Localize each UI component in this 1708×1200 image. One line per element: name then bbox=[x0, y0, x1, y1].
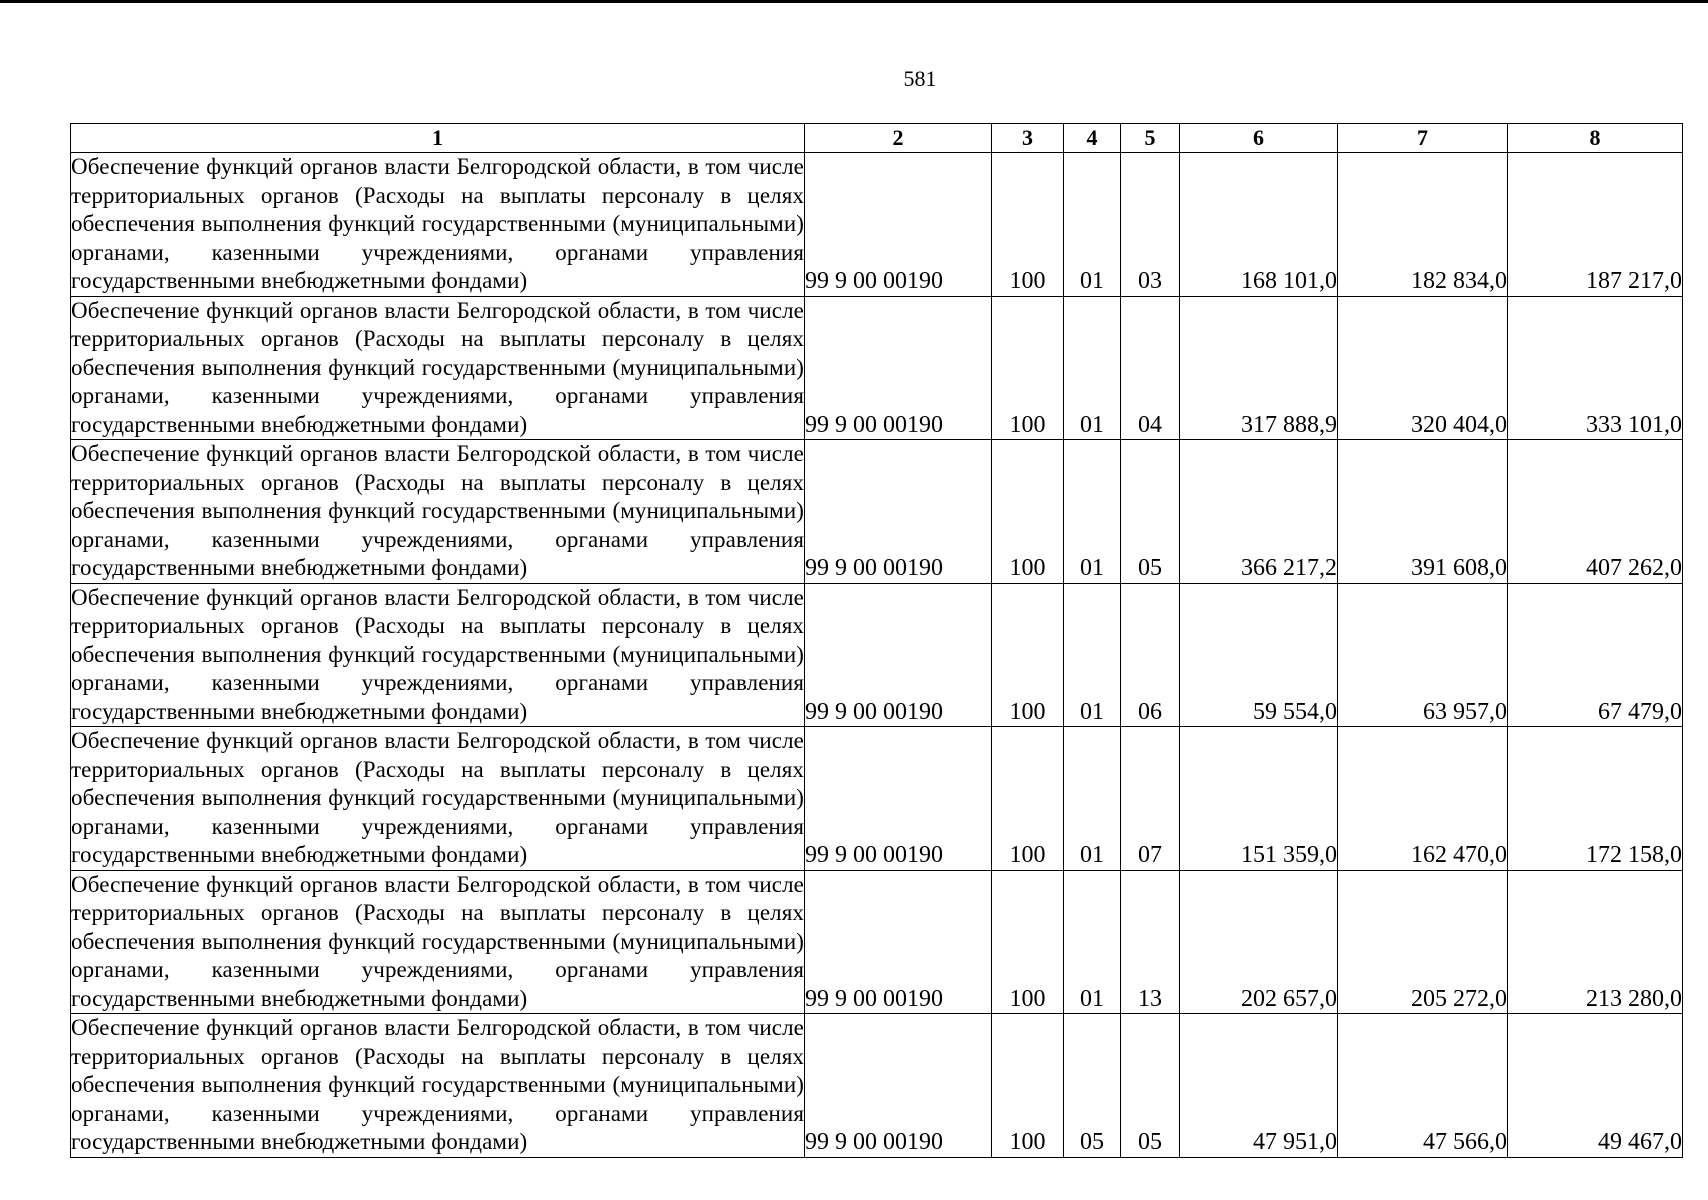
target-article-code: 99 9 00 00190 bbox=[805, 727, 992, 871]
table-row bbox=[71, 870, 1683, 1014]
section-code: 05 bbox=[1064, 1014, 1121, 1158]
target-article-code: 99 9 00 00190 bbox=[805, 153, 992, 297]
table-row bbox=[71, 153, 1683, 297]
column-header-1: 1 bbox=[71, 124, 805, 153]
subsection-code: 05 bbox=[1121, 440, 1180, 584]
expense-type-code: 100 bbox=[992, 870, 1064, 1014]
subsection-code: 13 bbox=[1121, 870, 1180, 1014]
amount-column-6: 151 359,0 bbox=[1180, 727, 1338, 871]
amount-column-6: 47 951,0 bbox=[1180, 1014, 1338, 1158]
section-code: 01 bbox=[1064, 870, 1121, 1014]
section-code: 01 bbox=[1064, 153, 1121, 297]
amount-column-8: 49 467,0 bbox=[1508, 1014, 1683, 1158]
table-row bbox=[71, 440, 1683, 584]
amount-column-7: 162 470,0 bbox=[1338, 727, 1508, 871]
amount-column-7: 391 608,0 bbox=[1338, 440, 1508, 584]
expense-description: Обеспечение функций органов власти Белгородской области, в том числе территориальных органов (Расходы на выплаты персоналу в целях обеспечения выполнения функций государственными (муниципальными) органами, казенными учреждениями, органами управления государственными внебюджетными фондами) bbox=[71, 296, 805, 440]
amount-column-6: 202 657,0 bbox=[1180, 870, 1338, 1014]
amount-column-8: 187 217,0 bbox=[1508, 153, 1683, 297]
section-code: 01 bbox=[1064, 727, 1121, 871]
expense-description: Обеспечение функций органов власти Белгородской области, в том числе территориальных органов (Расходы на выплаты персоналу в целях обеспечения выполнения функций государственными (муниципальными) органами, казенными учреждениями, органами управления государственными внебюджетными фондами) bbox=[71, 440, 805, 584]
subsection-code: 04 bbox=[1121, 296, 1180, 440]
amount-column-7: 182 834,0 bbox=[1338, 153, 1508, 297]
amount-column-7: 63 957,0 bbox=[1338, 583, 1508, 727]
subsection-code: 07 bbox=[1121, 727, 1180, 871]
amount-column-6: 59 554,0 bbox=[1180, 583, 1338, 727]
column-header-3: 3 bbox=[992, 124, 1064, 153]
expense-description: Обеспечение функций органов власти Белгородской области, в том числе территориальных органов (Расходы на выплаты персоналу в целях обеспечения выполнения функций государственными (муниципальными) органами, казенными учреждениями, органами управления государственными внебюджетными фондами) bbox=[71, 153, 805, 297]
table-row bbox=[71, 583, 1683, 727]
subsection-code: 05 bbox=[1121, 1014, 1180, 1158]
table-header-row bbox=[71, 124, 1683, 153]
amount-column-8: 407 262,0 bbox=[1508, 440, 1683, 584]
subsection-code: 06 bbox=[1121, 583, 1180, 727]
column-header-4: 4 bbox=[1064, 124, 1121, 153]
amount-column-6: 366 217,2 bbox=[1180, 440, 1338, 584]
expense-type-code: 100 bbox=[992, 296, 1064, 440]
expense-type-code: 100 bbox=[992, 1014, 1064, 1158]
section-code: 01 bbox=[1064, 440, 1121, 584]
expense-type-code: 100 bbox=[992, 727, 1064, 871]
target-article-code: 99 9 00 00190 bbox=[805, 296, 992, 440]
top-border-line bbox=[0, 0, 1708, 3]
expense-description: Обеспечение функций органов власти Белгородской области, в том числе территориальных органов (Расходы на выплаты персоналу в целях обеспечения выполнения функций государственными (муниципальными) органами, казенными учреждениями, органами управления государственными внебюджетными фондами) bbox=[71, 727, 805, 871]
subsection-code: 03 bbox=[1121, 153, 1180, 297]
expense-type-code: 100 bbox=[992, 153, 1064, 297]
amount-column-7: 205 272,0 bbox=[1338, 870, 1508, 1014]
amount-column-6: 317 888,9 bbox=[1180, 296, 1338, 440]
target-article-code: 99 9 00 00190 bbox=[805, 583, 992, 727]
amount-column-7: 47 566,0 bbox=[1338, 1014, 1508, 1158]
table-row bbox=[71, 1014, 1683, 1158]
expense-type-code: 100 bbox=[992, 440, 1064, 584]
column-header-8: 8 bbox=[1508, 124, 1683, 153]
column-header-6: 6 bbox=[1180, 124, 1338, 153]
column-header-5: 5 bbox=[1121, 124, 1180, 153]
amount-column-8: 172 158,0 bbox=[1508, 727, 1683, 871]
target-article-code: 99 9 00 00190 bbox=[805, 1014, 992, 1158]
page-number: 581 bbox=[903, 66, 937, 91]
section-code: 01 bbox=[1064, 583, 1121, 727]
amount-column-8: 213 280,0 bbox=[1508, 870, 1683, 1014]
expense-description: Обеспечение функций органов власти Белгородской области, в том числе территориальных органов (Расходы на выплаты персоналу в целях обеспечения выполнения функций государственными (муниципальными) органами, казенными учреждениями, органами управления государственными внебюджетными фондами) bbox=[71, 870, 805, 1014]
table-row bbox=[71, 296, 1683, 440]
target-article-code: 99 9 00 00190 bbox=[805, 440, 992, 584]
expense-description: Обеспечение функций органов власти Белгородской области, в том числе территориальных органов (Расходы на выплаты персоналу в целях обеспечения выполнения функций государственными (муниципальными) органами, казенными учреждениями, органами управления государственными внебюджетными фондами) bbox=[71, 583, 805, 727]
expense-description: Обеспечение функций органов власти Белгородской области, в том числе территориальных органов (Расходы на выплаты персоналу в целях обеспечения выполнения функций государственными (муниципальными) органами, казенными учреждениями, органами управления государственными внебюджетными фондами) bbox=[71, 1014, 805, 1158]
table-row bbox=[71, 727, 1683, 871]
target-article-code: 99 9 00 00190 bbox=[805, 870, 992, 1014]
budget-table bbox=[70, 123, 1683, 1158]
section-code: 01 bbox=[1064, 296, 1121, 440]
amount-column-8: 67 479,0 bbox=[1508, 583, 1683, 727]
expense-type-code: 100 bbox=[992, 583, 1064, 727]
amount-column-6: 168 101,0 bbox=[1180, 153, 1338, 297]
amount-column-7: 320 404,0 bbox=[1338, 296, 1508, 440]
column-header-2: 2 bbox=[805, 124, 992, 153]
amount-column-8: 333 101,0 bbox=[1508, 296, 1683, 440]
column-header-7: 7 bbox=[1338, 124, 1508, 153]
